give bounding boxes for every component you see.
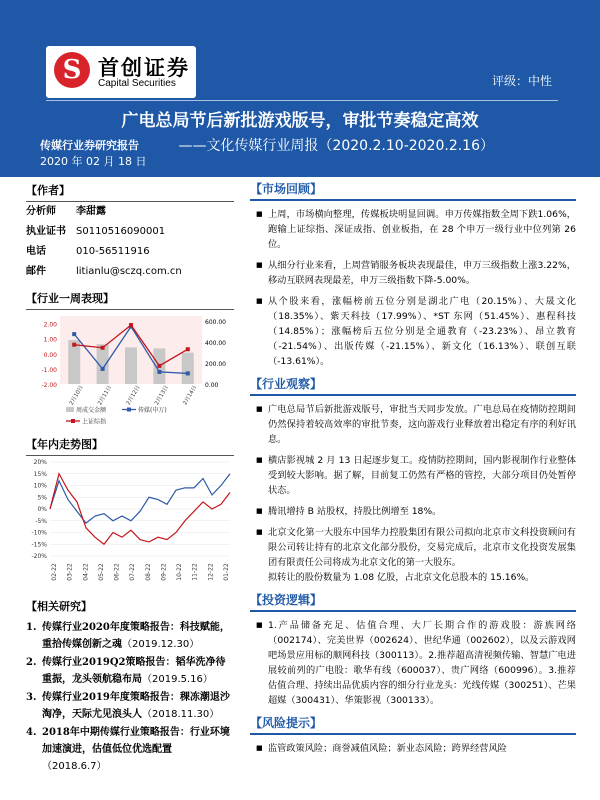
industry-bullet [250,402,576,447]
related-list [26,619,234,775]
index-point [129,323,133,327]
related-link[interactable] [42,724,234,775]
risk-heading: 【风险提示】 [250,714,576,735]
logo-name-cn: 首创证券 [98,55,190,80]
bullet-icon: ■ [256,261,263,269]
y-left-tick: 2.00 [43,321,57,329]
bullet-icon: ■ [256,405,263,413]
related-date: （2019.5.16） [142,674,213,685]
related-link[interactable] [42,689,234,723]
index-point [157,364,161,368]
author-row [26,202,234,222]
bullet-text: 北京文化第一大股东中国华力控股集团有限公司拟向北京市文科投资顾问有限公司转让持有的北京文化部分股份，交易完成后，北京市文化投资发展集团有限责任公司将成为北京文化的第一大股东。 [268,527,576,568]
x-tick: 04-22 [82,563,90,581]
bullet-text: 从个股来看，涨幅榜前五位分别是湖北广电（20.15%）、大晟文化（18.35%）、紫天科技（17.99%）、*ST 东网（51.45%）、惠程科技（14.85%）；涨幅榜后五位分别是全通教育（-23.23%）、昂立教育（-21.54%）、出版传媒（-21.15%）、新文化（16.13%）、联创互联（-13.61%）。 [268,296,576,367]
x-tick: 06-22 [113,563,121,581]
author-key: 执业证书 [26,226,66,237]
bullet-icon: ■ [256,528,263,536]
industry-observation-heading: 【行业观察】 [250,375,576,396]
x-tick: 2月11日 [97,384,114,407]
y-tick: 0% [37,506,47,513]
report-header [0,0,600,177]
index-point [186,347,190,351]
market-review-heading: 【市场回顾】 [250,180,576,201]
trend-line [50,474,230,523]
related-item[interactable] [26,654,234,688]
legend-label: 周成交金额 [76,407,107,414]
logo-mark: S [62,55,82,85]
related-text: 2018年中期传媒行业策略报告：行业环境加速演进，估值低位优选配置 [42,727,230,755]
media-point [186,371,190,375]
industry-bullet [250,525,576,570]
bullet-text: 监管政策风险；商誉减值风险；新业态风险；跨界经营风险 [268,743,507,754]
bar [182,353,194,384]
y-right-tick: 400.00 [205,340,226,348]
y-right-tick: 600.00 [205,319,226,327]
author-key: 分析师 [26,206,56,217]
related-link[interactable] [42,619,234,653]
y-tick: 5% [37,494,47,502]
y-right-tick: 0.00 [205,382,219,389]
logo-name-en: Capital Securities [98,78,176,89]
x-tick: 05-22 [97,563,105,581]
author-email[interactable]: litianlu@sczq.com.cn [76,266,182,277]
risk-bullet [250,741,576,756]
author-key: 邮件 [26,266,46,277]
related-text: 传媒行业2020年度策略报告：科技赋能，重拾传媒创新之魂 [42,622,230,650]
index-point [72,343,76,347]
x-tick: 09-22 [160,563,168,581]
related-num: 4. [26,727,37,738]
related-heading: 【相关研究】 [26,600,92,613]
bullet-text: 上周，市场横向整理，传媒板块明显回调。申万传媒指数全周下跌1.06%，跑输上证综指、深证成指、创业板指，在 28 个申万一级行业中位列第 26 位。 [268,209,576,250]
author-row [26,242,234,262]
legend-marker [71,419,75,423]
bullet-icon: ■ [256,210,263,218]
company-logo [46,46,196,98]
related-num: 1. [26,622,37,633]
main-content [250,180,576,762]
x-tick: 02-22 [51,563,58,581]
related-num: 3. [26,692,37,703]
bullet-icon: ■ [256,744,263,752]
related-item[interactable] [26,724,234,775]
bullet-text: 从细分行业来看，上周营销服务板块表现最佳，申万三级指数上涨3.22%，移动互联网表现最差，申万三级指数下降-5.00%。 [268,260,576,286]
market-bullet [250,258,576,288]
related-text: 传媒行业2019Q2策略报告：韬华洗净待重振，龙头领航稳布局 [42,657,226,685]
bullet-icon: ■ [256,621,263,629]
y-left-tick: -2.00 [41,382,57,389]
author-row [26,222,234,242]
y-tick: 15% [33,470,47,478]
related-date: （2019.12.30） [122,639,200,650]
media-point [101,367,105,371]
sidebar [26,180,234,776]
investment-bullet [250,618,576,708]
legend-label: 传媒(申万) [138,407,167,414]
y-tick: 10% [33,482,47,490]
media-point [72,332,76,336]
report-subtitle: ——文化传媒行业周报（2020.2.10-2020.2.16） [178,138,494,154]
y-right-tick: 200.00 [205,361,226,369]
report-title: 广电总局节后新批游戏版号，审批节奏稳定高效 [121,111,479,131]
report-type: 传媒行业券研究报告 [40,139,139,152]
bar [125,347,137,384]
related-text: 传媒行业2019年度策略报告：稞冻潮退沙淘净，天际尤见浪头人 [42,692,230,720]
related-item[interactable] [26,689,234,723]
y-tick: -15% [31,541,47,549]
legend-label: 上证综指 [82,418,107,426]
market-bullet [250,294,576,369]
author-row [26,262,234,282]
authors-heading: 【作者】 [26,180,234,202]
bullet-icon: ■ [256,456,263,464]
x-tick: 08-22 [144,563,152,581]
bullet-icon: ■ [256,507,263,515]
bullet-text: 横店影视城 2 月 13 日起逐步复工。疫情防控期间，国内影视制作行业整体受到较大影响。据了解，目前复工仍然有严格的管控，大部分项目仍处暂停状态。 [268,455,576,496]
bullet-text: 广电总局节后新批游戏版号，审批当天同步发放。广电总局在疫情防控期间仍然保持着较高效率的审批节奏，这向游戏行业释放着出稳定有序的利好讯息。 [268,404,576,445]
y-tick: -10% [31,529,47,537]
report-date: 2020 年 02 月 18 日 [40,155,147,168]
authors-list [26,202,234,282]
x-tick: 12-22 [207,563,215,581]
y-left-tick: 0.00 [43,351,57,359]
weekly-performance-chart [26,310,234,428]
y-left-tick: 1.00 [43,336,57,344]
x-tick: 2月14日 [182,384,199,407]
x-tick: 10-22 [176,563,184,581]
x-tick: 2月12日 [125,384,142,407]
y-tick: -5% [35,517,47,525]
ytd-chart-heading: 【年内走势图】 [26,434,234,456]
author-value: S0110516090001 [76,226,166,237]
ytd-trend-chart [26,456,234,592]
author-value: 李甜露 [76,206,106,217]
investment-logic-heading: 【投资逻辑】 [250,591,576,612]
related-item[interactable] [26,619,234,653]
market-bullet [250,207,576,252]
x-tick: 03-22 [66,563,74,581]
bullet-icon: ■ [256,297,263,305]
bullet-text: 腾讯增持 B 站股权，持股比例增至 18%。 [268,506,442,517]
legend-marker [127,408,131,412]
y-tick: -20% [31,553,47,560]
author-key: 电话 [26,246,46,257]
header-divider [46,100,558,101]
weekly-chart-heading: 【行业一周表现】 [26,288,234,310]
industry-extra-text: 拟转让的股份数量为 1.08 亿股，占北京文化总股本的 15.16%。 [268,572,535,583]
x-tick: 01-22 [223,563,230,581]
author-value: 010-56511916 [76,246,150,257]
related-num: 2. [26,657,37,668]
related-date: （2018.6.7） [42,761,107,772]
legend-swatch [66,407,74,412]
index-point [101,346,105,350]
related-date: （2018.11.30） [142,709,220,720]
rating-label: 评级：中性 [491,74,552,88]
industry-bullet [250,453,576,498]
x-tick: 07-22 [129,563,137,581]
related-link[interactable] [42,654,234,688]
media-point [157,370,161,374]
x-tick: 2月10日 [68,384,85,407]
x-tick: 11-22 [191,563,199,581]
industry-bullet [250,504,576,519]
y-left-tick: -1.00 [41,366,57,374]
bullet-text: 1.产品储备充足、估值合理、大厂长期合作的游戏股：游族网络（002174）、完美世界（002624）、世纪华通（002602），以及云游戏网吧场景应用标的顺网科技（300113）。2.推荐超高清视频传输、智慧广电进展较前列的广电股：歌华有线（600037）、贵广网络（600996）。3.推荐估值合理、持续出品优质内容的细分行业龙头：光线传媒（300251）、芒果超媒（300431）、华策影视（300133）。 [268,620,576,706]
y-tick: 20% [33,459,47,466]
x-tick: 2月13日 [154,384,170,407]
